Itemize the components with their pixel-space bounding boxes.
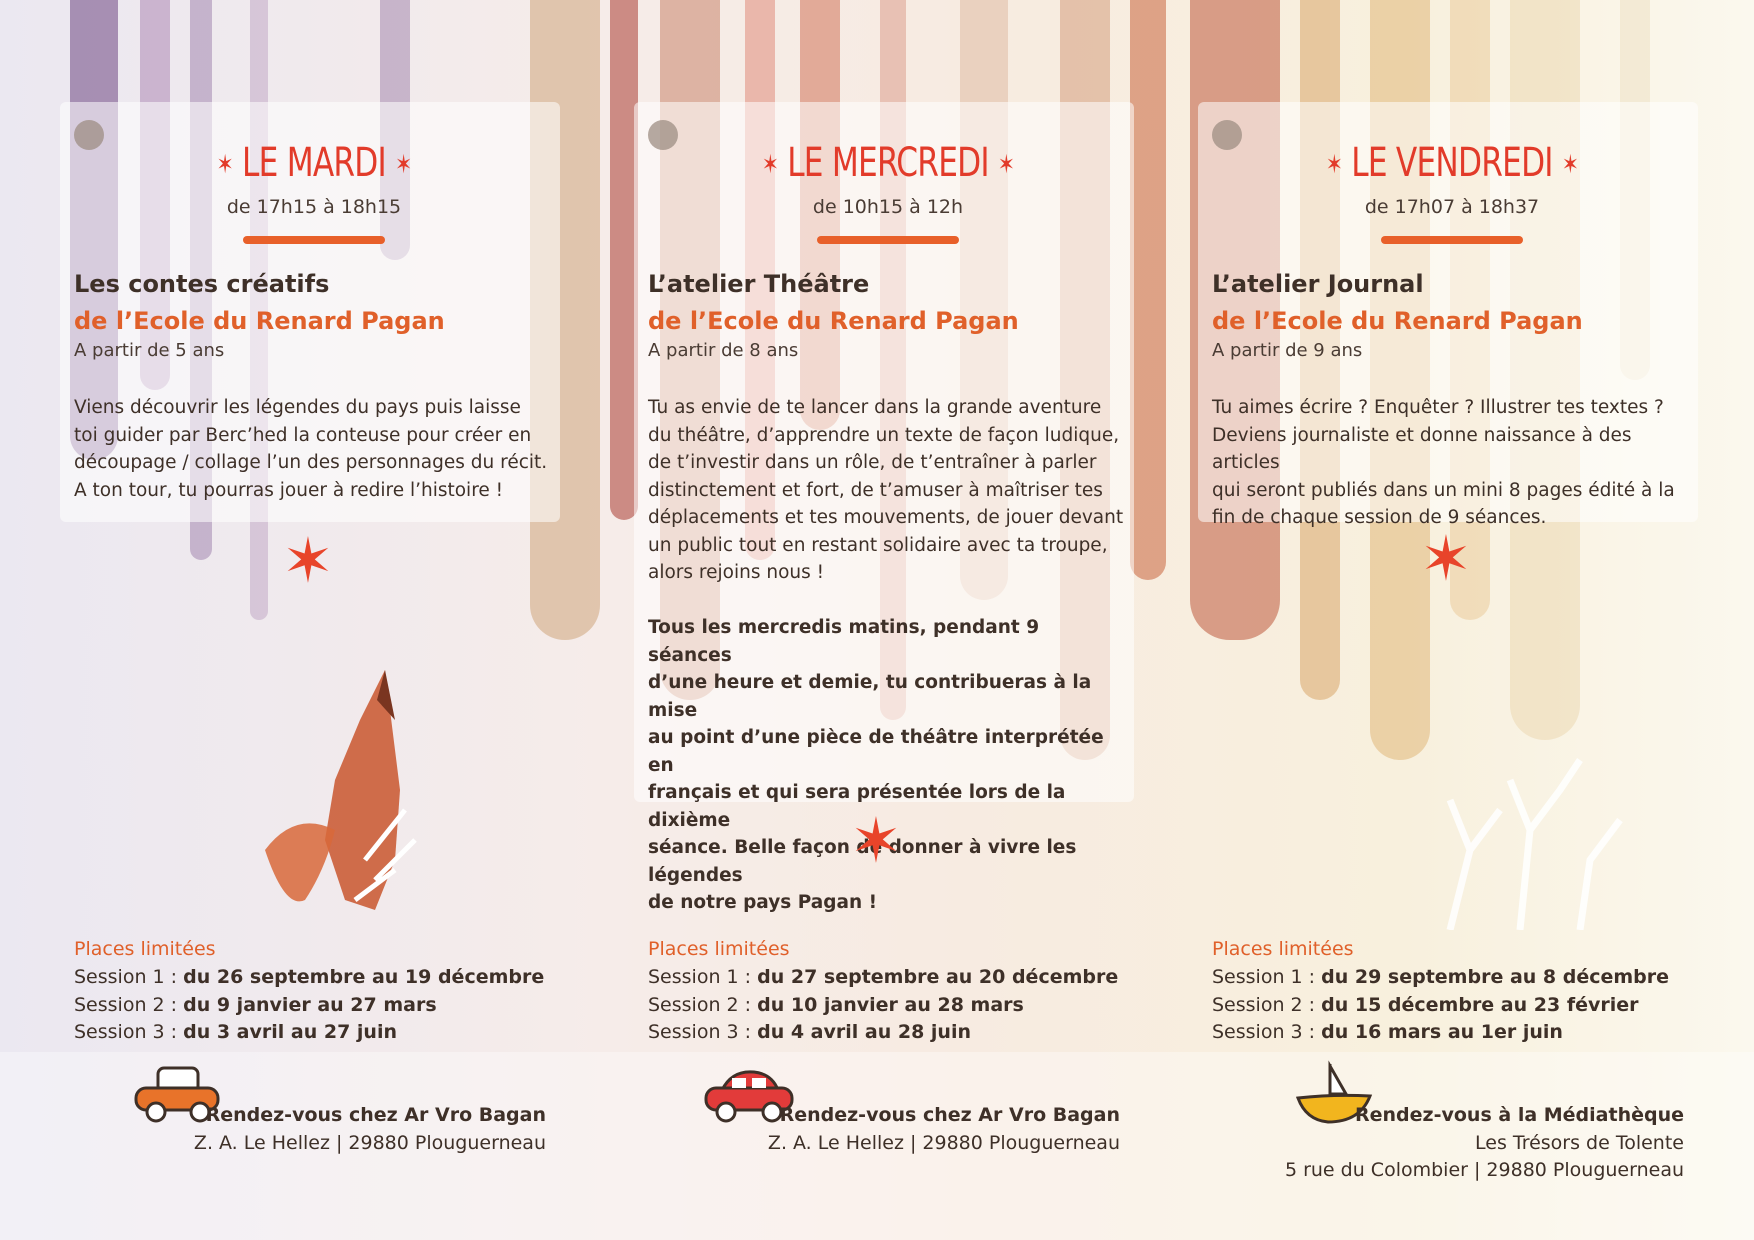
fox-illustration [265,660,435,920]
day-heading: ✶ LE MERCREDI ✶ [761,140,1015,186]
hours: de 10h15 à 12h [812,196,964,218]
star-icon: ✶ [1420,522,1472,595]
workshop-title: L’atelier Théâtre [648,270,870,298]
age-requirement: A partir de 5 ans [74,340,225,361]
workshop-subtitle: de l’Ecole du Renard Pagan [648,307,1019,335]
age-requirement: A partir de 9 ans [1212,340,1363,361]
punch-hole [1212,120,1242,150]
session-row: Session 1 : du 27 septembre au 20 décembre [648,966,1119,988]
star-icon: ✶ [1325,150,1343,180]
description-bold: Tous les mercredis matins, pendant 9 séances d’une heure et demie, tu contribueras à la mise au point d’une pièce de théâtre interprétée en français et qui sera présentée lors de la dixième séance. Belle façon de donner à vivre les légendes de notre pays Pagan ! [648,617,1104,913]
star-icon: ✶ [997,150,1015,180]
rendezvous-address: Rendez-vous chez Ar Vro Bagan Z. A. Le Hellez | 29880 Plouguerneau [767,1104,1120,1154]
places-limited: Places limitées [648,938,790,960]
rendezvous-address: Rendez-vous chez Ar Vro Bagan Z. A. Le Hellez | 29880 Plouguerneau [193,1104,546,1154]
star-icon: ✶ [216,150,233,180]
description: Viens découvrir les légendes du pays puis laisse toi guider par Berc’hed la conteuse pour créer en découpage / collage l’un des personnages du récit. A ton tour, tu pourras jouer à redire l’histoire ! [74,397,548,501]
workshop-subtitle: de l’Ecole du Renard Pagan [74,307,445,335]
punch-hole [648,120,678,150]
star-icon: ✶ [395,150,412,180]
sessions-list [1212,964,1669,1047]
age-requirement: A partir de 8 ans [648,340,799,361]
underline-brush [648,229,1128,248]
star-icon: ✶ [282,524,334,597]
sessions-list [648,964,1118,1047]
session-row: Session 1 : du 29 septembre au 8 décembre [1212,966,1670,988]
workshop-title: Les contes créatifs [74,270,330,298]
description: Tu as envie de te lancer dans la grande aventure du théâtre, d’apprendre un texte de façon ludique, de t’investir dans un rôle, de t’entraîner à parler distinctement et fort, de t’amuser à maîtriser tes déplacements et tes mouvements, de jouer devant un public tout en restant solidaire avec ta troupe, alors rejoins nous ! [648,397,1124,583]
description: Tu aimes écrire ? Enquêter ? Illustrer tes textes ? Deviens journaliste et donne naissance à des articles qui seront publiés dans un mini 8 pages édité à la fin de chaque session de 9 séances. [1212,397,1675,528]
workshop-subtitle: de l’Ecole du Renard Pagan [1212,307,1583,335]
star-icon: ✶ [1561,150,1579,180]
session-row: Session 3 : du 16 mars au 1er juin [1212,1021,1563,1043]
session-row: Session 2 : du 15 décembre au 23 février [1212,993,1639,1016]
rendezvous-address: Rendez-vous à la Médiathèque Les Trésors de Tolente 5 rue du Colombier | 29880 Plouguerneau [1284,1104,1684,1181]
hours: de 17h07 à 18h37 [1364,196,1540,218]
session-row: Session 1 : du 26 septembre au 19 décembre [74,966,545,988]
session-row: Session 3 : du 3 avril au 27 juin [74,1021,397,1043]
star-icon: ✶ [761,150,779,180]
session-row: Session 3 : du 4 avril au 28 juin [648,1021,971,1043]
underline-brush [74,229,554,248]
underline-brush [1212,229,1692,248]
hours: de 17h15 à 18h15 [226,196,402,218]
session-row: Session 2 : du 10 janvier au 28 mars [648,993,1024,1016]
sessions-list [74,964,544,1047]
workshop-title: L’atelier Journal [1212,270,1424,298]
day-heading: ✶ LE VENDREDI ✶ [1325,140,1579,186]
places-limited: Places limitées [1212,938,1354,960]
branches-illustration [1410,740,1630,930]
session-row: Session 2 : du 9 janvier au 27 mars [74,993,437,1016]
star-icon: ✶ [850,804,902,877]
places-limited: Places limitées [74,938,216,960]
punch-hole [74,120,104,150]
day-heading: ✶ LE MARDI ✶ [216,140,412,186]
